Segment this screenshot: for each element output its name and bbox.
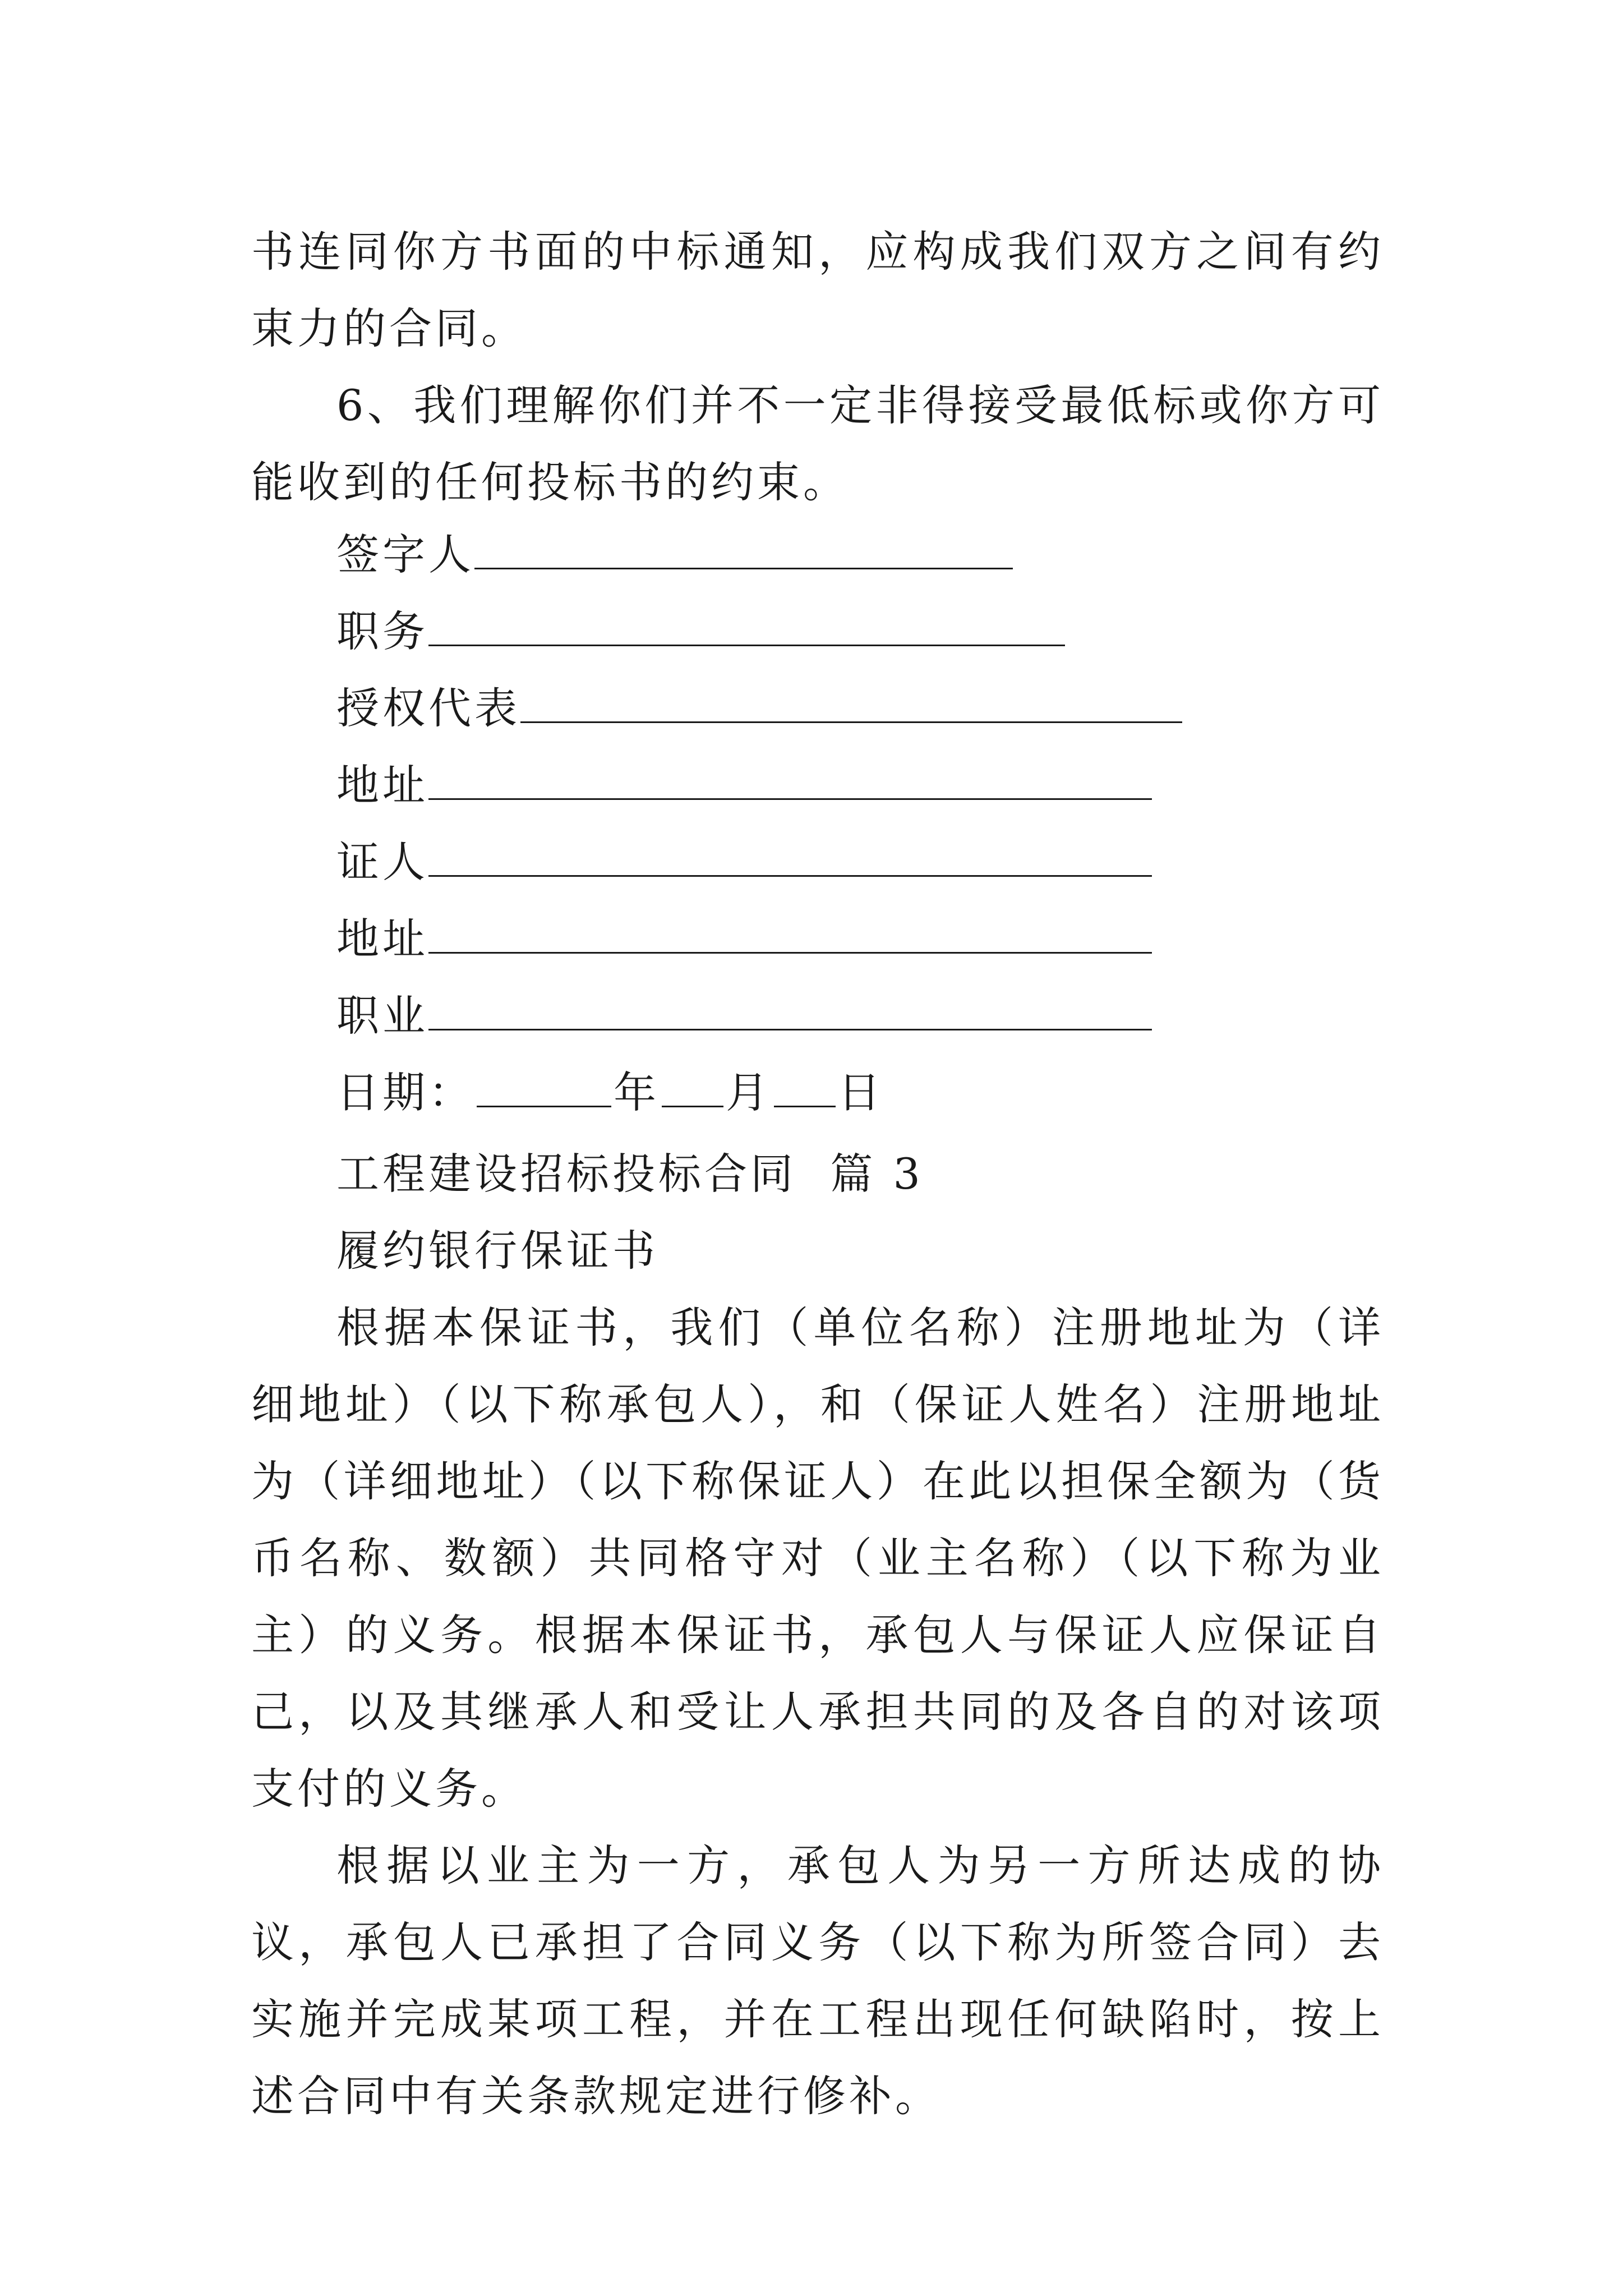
address-label-2: 地址 (336, 914, 428, 964)
address-blank-1 (428, 761, 1152, 800)
signatory-label: 签字人 (336, 530, 474, 579)
year-label: 年 (614, 1068, 660, 1117)
authorized-rep-label: 授权代表 (336, 683, 520, 733)
witness-field (251, 828, 1384, 905)
position-blank (428, 608, 1065, 646)
paragraph-item-6: 6、我们理解你们并不一定非得接受最低标或你方可能收到的任何投标书的约束。 (251, 380, 1384, 507)
position-field (251, 597, 1384, 674)
day-blank (774, 1069, 836, 1107)
witness-label: 证人 (336, 837, 428, 887)
day-label: 日 (838, 1068, 884, 1117)
section-title: 工程建设招标投标合同 篇 3 (336, 1149, 924, 1199)
authorized-rep-field (251, 674, 1384, 751)
paragraph-guarantee-2: 根据以业主为一方，承包人为另一方所达成的协议，承包人已承担了合同义务（以下称为所签合同）去实施并完成某项工程，并在工程出现任何缺陷时，按上述合同中有关条款规定进行修补。 (251, 1841, 1384, 2121)
month-blank (662, 1069, 723, 1107)
date-field (251, 1059, 1384, 1135)
signatory-blank (474, 531, 1013, 569)
paragraph-guarantee-1: 根据本保证书，我们（单位名称）注册地址为（详细地址）（以下称承包人），和（保证人姓名）注册地址为（详细地址）（以下称保证人）在此以担保全额为（货币名称、数额）共同格守对（业主名称）（以下称为业主）的义务。根据本保证书，承包人与保证人应保证自己，以及其继承人和受让人承担共同的及各自的对该项支付的义务。 (251, 1303, 1384, 1814)
authorized-rep-blank (520, 684, 1182, 723)
address-field-2 (251, 905, 1384, 982)
witness-blank (428, 838, 1152, 877)
signatory-field (251, 521, 1384, 597)
occupation-field (251, 982, 1384, 1059)
occupation-blank (428, 992, 1152, 1030)
address-field-1 (251, 751, 1384, 828)
year-blank (477, 1069, 611, 1107)
document-body (251, 213, 1384, 2134)
occupation-label: 职业 (336, 991, 428, 1041)
date-label: 日期： (336, 1068, 474, 1117)
position-label: 职务 (336, 606, 428, 656)
month-label: 月 (726, 1068, 772, 1117)
paragraph-continuation: 书连同你方书面的中标通知，应构成我们双方之间有约束力的合同。 (251, 227, 1384, 353)
address-blank-2 (428, 915, 1152, 954)
document-subtitle: 履约银行保证书 (336, 1226, 658, 1276)
address-label-1: 地址 (336, 760, 428, 810)
